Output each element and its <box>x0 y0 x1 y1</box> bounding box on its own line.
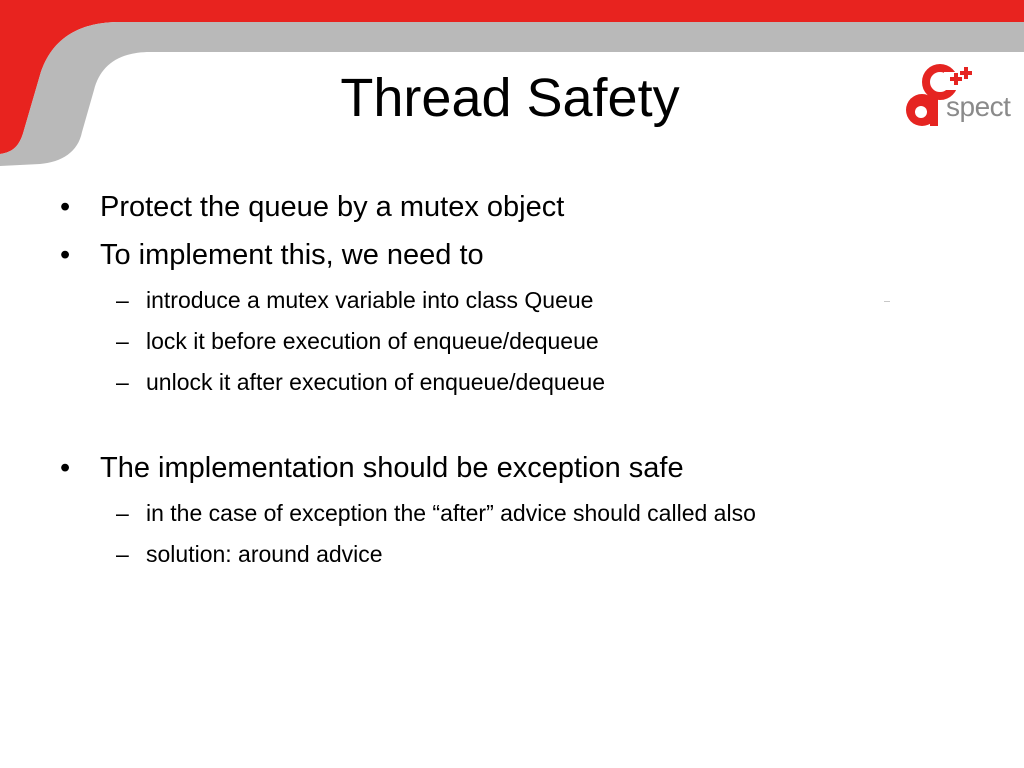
sub-bullet-text: lock it before execution of enqueue/dequeue <box>146 328 599 354</box>
sub-bullet-text: introduce a mutex variable into class Queue <box>146 287 594 313</box>
sub-bullet-marker: – <box>116 500 129 526</box>
sub-bullet-text: solution: around advice <box>146 541 383 567</box>
bullet-marker: • <box>60 239 71 271</box>
sub-bullet-item <box>116 539 383 569</box>
logo-wordmark: spect <box>946 91 1011 122</box>
bullet-item <box>60 237 484 273</box>
sub-bullet-item <box>116 498 756 528</box>
slide-title: Thread Safety <box>340 68 680 128</box>
sub-bullet-marker: – <box>116 541 129 567</box>
bullet-marker: • <box>60 191 71 223</box>
sub-bullet-item <box>116 367 605 397</box>
bullet-marker: • <box>60 452 71 484</box>
sub-bullet-text: unlock it after execution of enqueue/dequeue <box>146 369 606 395</box>
bullet-text: The implementation should be exception safe <box>100 452 684 484</box>
sub-bullet-marker: – <box>116 328 129 354</box>
bullet-item <box>60 450 684 486</box>
sub-bullet-marker: – <box>116 287 129 313</box>
sub-bullet-item <box>116 326 599 356</box>
sub-bullet-text: in the case of exception the “after” advice should called also <box>146 500 756 526</box>
bullet-text: To implement this, we need to <box>100 239 484 271</box>
bullet-text: Protect the queue by a mutex object <box>100 191 565 223</box>
sub-bullet-item <box>116 285 593 315</box>
bullet-item <box>60 189 564 225</box>
sub-bullet-marker: – <box>116 369 129 395</box>
